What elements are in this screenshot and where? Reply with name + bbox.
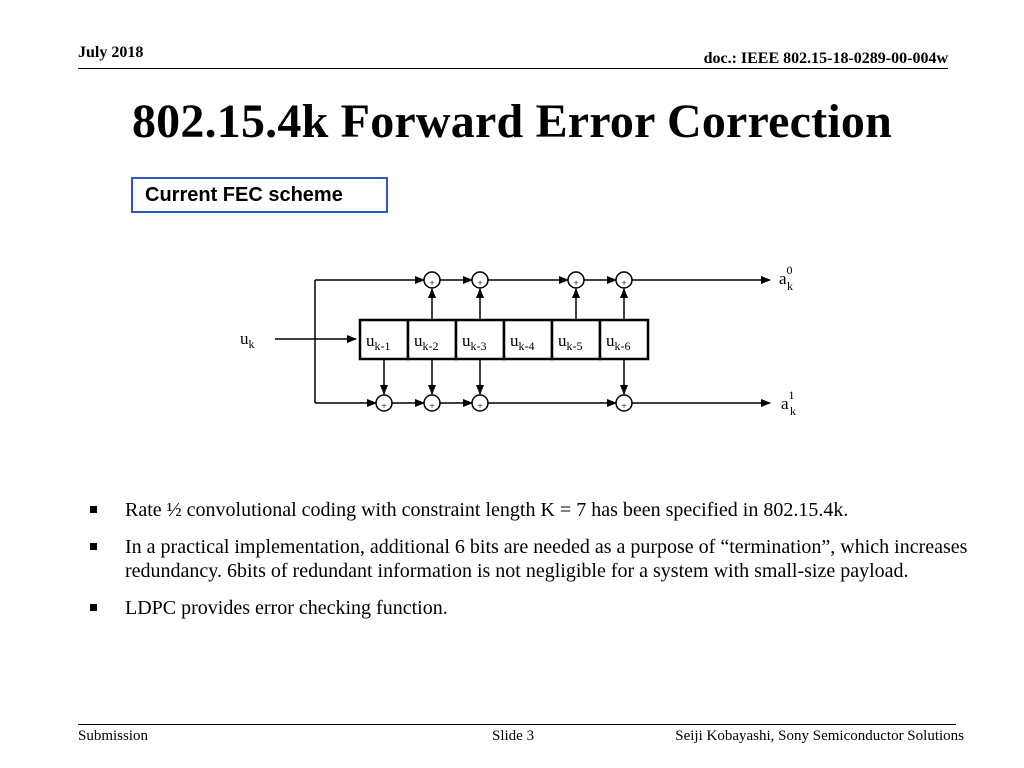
footer-divider: [78, 724, 956, 725]
bullet-marker: [90, 506, 97, 513]
bullet-text: In a practical implementation, additional 6 bits are needed as a purpose of “termination”, which increases redundancy. 6bits of redundant information is not negligible for a system with small-size payload.: [125, 536, 968, 582]
register-label-5: $u_{k-5}$: [558, 331, 583, 353]
footer-author: Seiji Kobayashi, Sony Semiconductor Solutions: [675, 728, 964, 744]
register-label-3: $u_{k-3}$: [462, 331, 487, 353]
adder-symbol: +: [573, 278, 579, 288]
adder-symbol: +: [477, 401, 483, 411]
adder-symbol: +: [381, 401, 387, 411]
register-label-6: $u_{k-6}$: [606, 331, 631, 353]
register-label-4: $u_{k-4}$: [510, 331, 535, 353]
bullet-text: LDPC provides error checking function.: [125, 597, 448, 619]
bullet-marker: [90, 543, 97, 550]
adder-symbol: +: [621, 401, 627, 411]
fec-scheme-label-box: Current FEC scheme: [131, 177, 388, 213]
bullet-text: Rate ½ convolutional coding with constraint length K = 7 has been specified in 802.15.4k.: [125, 499, 849, 521]
bullet-list: [90, 498, 970, 633]
adder-symbol: +: [429, 401, 435, 411]
output-label-a1-sub: k: [790, 404, 796, 418]
header-doc-id: doc.: IEEE 802.15-18-0289-00-004w: [703, 50, 948, 67]
adder-symbol: +: [477, 278, 483, 288]
bullet-item: [90, 535, 970, 583]
header-date: July 2018: [78, 44, 144, 61]
footer-slide-number: Slide 3: [492, 728, 535, 744]
bullet-item: [90, 498, 970, 522]
footer-submission: Submission: [78, 728, 149, 744]
bullet-marker: [90, 604, 97, 611]
output-label-a0: $a^0$: [779, 263, 793, 288]
bullet-item: [90, 596, 970, 620]
input-label: $u_k$: [240, 329, 255, 351]
adder-symbol: +: [621, 278, 627, 288]
register-label-2: $u_{k-2}$: [414, 331, 439, 353]
slide-title: 802.15.4k Forward Error Correction: [131, 95, 892, 148]
output-label-a1: $a^1$: [781, 388, 795, 413]
adder-symbol: +: [429, 278, 435, 288]
register-label-1: $u_{k-1}$: [366, 331, 391, 353]
output-label-a0-sub: k: [787, 279, 793, 293]
